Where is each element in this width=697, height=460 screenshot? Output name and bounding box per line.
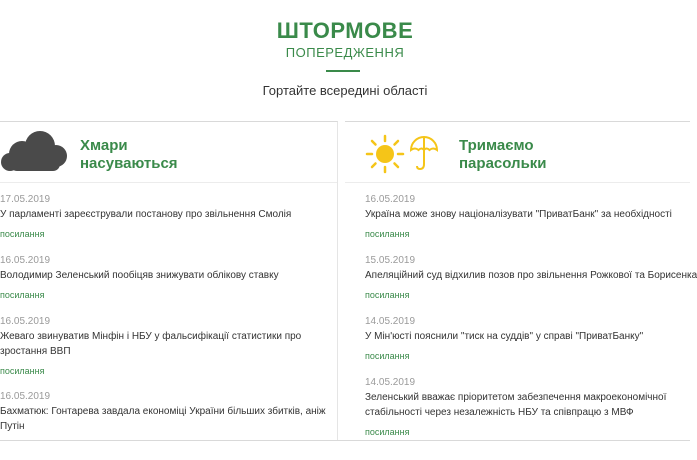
- item-link[interactable]: посилання: [365, 427, 410, 437]
- cloud-icon: [0, 130, 70, 174]
- item-date: 16.05.2019: [365, 194, 416, 205]
- item-title: Жеваго звинуватив Мінфін і НБУ у фальсифікації статистики про зростання ВВП: [0, 331, 302, 357]
- item-title: Апеляційний суд відхилив позов про звільнення Рожкової та Борисенка: [365, 270, 697, 281]
- page-subtitle: ПОПЕРЕДЖЕННЯ: [285, 45, 405, 60]
- clouds-panel[interactable]: [0, 121, 338, 444]
- panel-bottom-border: [0, 440, 690, 460]
- title-divider: [326, 70, 360, 72]
- sun-icon: [365, 134, 405, 174]
- item-link[interactable]: посилання: [365, 229, 410, 239]
- page-title: ШТОРМОВЕ: [276, 18, 414, 43]
- item-date: 16.05.2019: [0, 255, 51, 266]
- item-title: Володимир Зеленський пообіцяв знижувати облікову ставку: [0, 270, 279, 281]
- item-date: 14.05.2019: [365, 316, 416, 327]
- umbrellas-title-line1: Тримаємо: [459, 137, 534, 154]
- item-title: Бахматюк: Гонтарева завдала економіці України більших збитків, аніж Путін: [0, 406, 326, 432]
- item-date: 16.05.2019: [0, 316, 51, 327]
- umbrellas-panel[interactable]: [345, 121, 697, 444]
- item-link[interactable]: посилання: [0, 366, 45, 376]
- item-date: 15.05.2019: [365, 255, 416, 266]
- list-item: [365, 253, 695, 303]
- clouds-title-line1: Хмари: [80, 137, 128, 154]
- list-item: [365, 375, 695, 440]
- item-title: У Мін'юсті пояснили "тиск на суддів" у справі "ПриватБанку": [365, 331, 644, 342]
- item-title: Зеленський вважає пріоритетом забезпечення макроекономічної стабільності через незалежність НБУ та співпрацю з МВФ: [365, 392, 667, 418]
- umbrellas-panel-title: [459, 137, 609, 173]
- umbrellas-title-line2: парасольки: [459, 155, 547, 172]
- clouds-title-line2: насуваються: [80, 155, 178, 172]
- list-item: [0, 253, 330, 303]
- umbrella-icon: [409, 134, 439, 174]
- item-title: У парламенті зареєстрували постанову про звільнення Смолія: [0, 209, 292, 220]
- clouds-panel-title: [80, 137, 230, 173]
- item-link[interactable]: посилання: [0, 229, 45, 239]
- item-date: 16.05.2019: [0, 391, 51, 402]
- item-title: Україна може знову націоналізувати "ПриватБанк" за необхідності: [365, 209, 672, 220]
- list-item: [365, 192, 695, 242]
- scroll-hint: Гортайте всередині області: [262, 83, 428, 98]
- list-item: [0, 192, 330, 242]
- item-link[interactable]: посилання: [0, 290, 45, 300]
- list-item: [0, 314, 330, 379]
- item-date: 14.05.2019: [365, 377, 416, 388]
- item-link[interactable]: посилання: [365, 351, 410, 361]
- item-date: 17.05.2019: [0, 194, 51, 205]
- item-link[interactable]: посилання: [365, 290, 410, 300]
- list-item: [365, 314, 695, 364]
- clouds-header-separator: [0, 182, 337, 183]
- umbrellas-header-separator: [345, 182, 690, 183]
